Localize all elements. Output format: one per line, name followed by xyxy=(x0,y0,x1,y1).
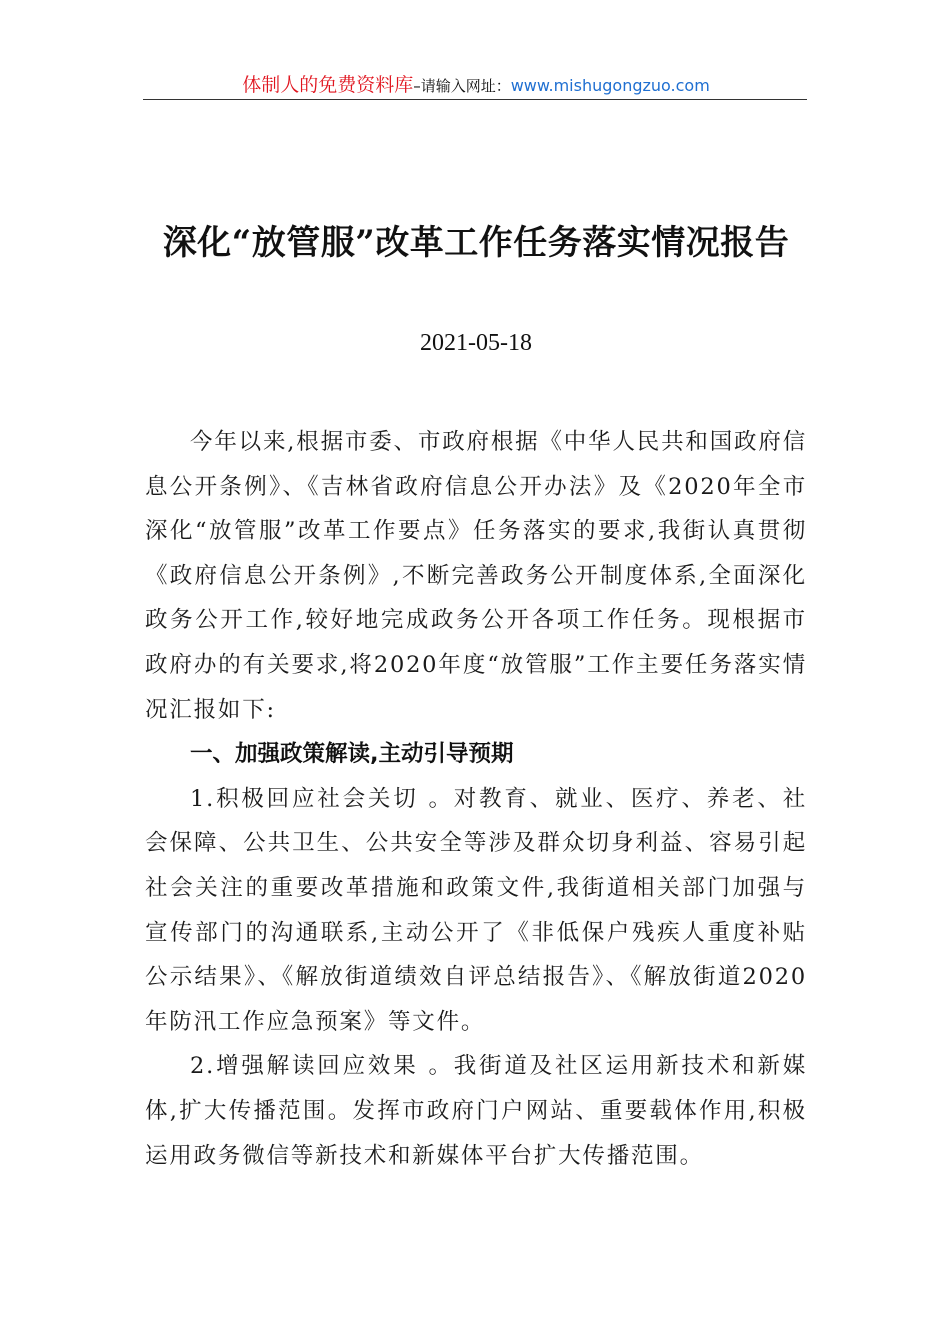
header-url-link[interactable]: www.mishugongzuo.com xyxy=(510,76,710,95)
section-heading: 一、加强政策解读,主动引导预期 xyxy=(190,741,514,768)
header-separator: –请输入网址： xyxy=(413,77,511,95)
page-header xyxy=(145,70,807,100)
item-paragraph-2: 2.增强解读回应效果 。我街道及社区运用新技术和新媒体,扩大传播范围。发挥市政府门户网站、重要载体作用,积极运用政务微信等新技术和新媒体平台扩大传播范围。 xyxy=(145,1053,807,1169)
header-brand: 体制人的免费资料库 xyxy=(242,74,414,96)
header-divider xyxy=(143,99,807,100)
document-date: 2021-05-18 xyxy=(420,330,532,356)
document-title: 深化“放管服”改革工作任务落实情况报告 xyxy=(162,223,790,263)
intro-paragraph: 今年以来,根据市委、市政府根据《中华人民共和国政府信息公开条例》、《吉林省政府信息公开办法》及《2020年全市深化“放管服”改革工作要点》任务落实的要求,我街认真贯彻《政府信息公开条例》,不断完善政务公开制度体系,全面深化政务公开工作,较好地完成政务公开各项工作任务。现根据市政府办的有关要求,将2020年度“放管服”工作主要任务落实情况汇报如下: xyxy=(145,429,807,723)
document-body xyxy=(145,420,807,1178)
item-paragraph-1: 1.积极回应社会关切 。对教育、就业、医疗、养老、社会保障、公共卫生、公共安全等涉及群众切身利益、容易引起社会关注的重要改革措施和政策文件,我街道相关部门加强与宣传部门的沟通联系,主动公开了《非低保户残疾人重度补贴公示结果》、《解放街道绩效自评总结报告》、《解放街道2020年防汛工作应急预案》等文件。 xyxy=(145,785,807,1035)
